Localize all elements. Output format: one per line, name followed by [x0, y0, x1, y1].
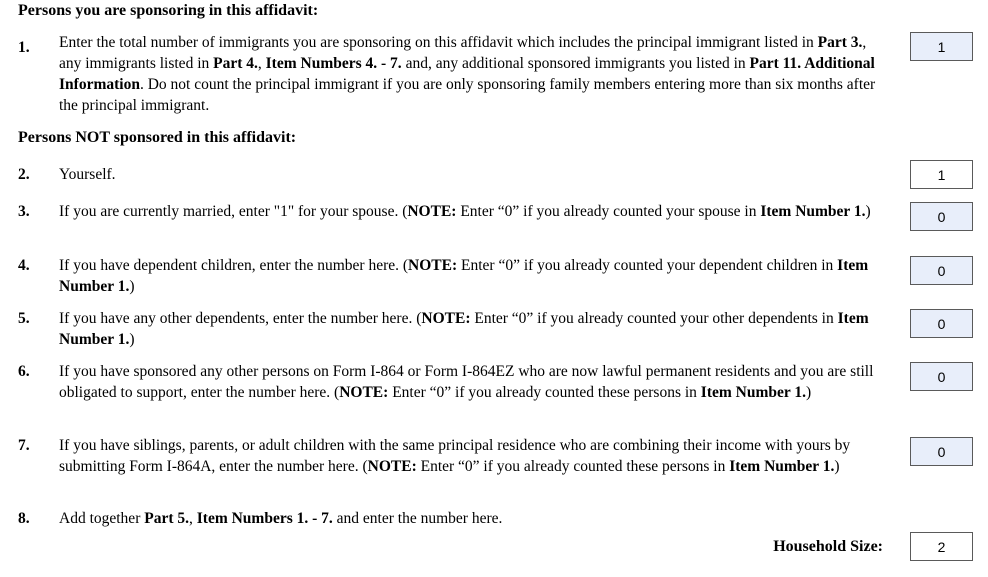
text-run: Enter “0” if you already counted your spouse in — [456, 203, 761, 220]
item-text — [59, 164, 889, 185]
text-run: ) — [805, 384, 812, 401]
item-number: 1. — [18, 39, 30, 56]
text-run: Enter “0” if you already counted your other dependents in — [470, 310, 838, 327]
text-run: Enter “0” if you already counted these persons in — [416, 458, 730, 475]
text-run: ) — [834, 458, 840, 475]
text-run: , any immigrants listed in — [59, 34, 867, 72]
item-text — [59, 32, 889, 116]
text-run: Add together — [59, 510, 145, 527]
bold-reference: Item Numbers 1. - 7. — [196, 510, 333, 527]
item-text — [59, 435, 889, 477]
item-1-input[interactable]: 1 — [910, 32, 973, 61]
bold-reference: Part 4. — [213, 55, 258, 72]
item-text — [59, 308, 889, 350]
bold-reference: Item Number 1. — [59, 257, 869, 295]
text-run: If you have siblings, parents, or adult children with the same principal residence who are combining their income with yours by submitting Form I-864A, enter the number here. ( — [59, 437, 851, 475]
item-text — [59, 508, 889, 529]
heading-sponsored: Persons you are sponsoring in this affidavit: — [18, 2, 319, 19]
text-run: . Do not count the principal immigrant if you are only sponsoring family members entering more than six months after the principal immigrant. — [59, 76, 876, 114]
item-6-input[interactable]: 0 — [910, 362, 973, 391]
bold-reference: Item Number 1. — [760, 203, 866, 220]
bold-reference: Item Numbers 4. - 7. — [265, 55, 402, 72]
text-run: , — [189, 510, 197, 527]
bold-reference: Part 3. — [817, 34, 863, 51]
text-run: Enter “0” if you already counted your dependent children in — [457, 257, 838, 274]
text-run: If you have dependent children, enter the number here. ( — [59, 257, 409, 274]
item-5-input[interactable]: 0 — [910, 309, 973, 338]
bold-reference: Item Number 1. — [729, 458, 835, 475]
text-run: and enter the number here. — [332, 510, 503, 527]
household-size-input[interactable]: 2 — [910, 532, 973, 561]
bold-reference: NOTE: — [407, 203, 457, 220]
text-run: If you have sponsored any other persons on Form I-864 or Form I-864EZ who are now lawful permanent residents and you are still obligated to support, enter the number here. ( — [59, 363, 874, 401]
bold-reference: Part 5. — [144, 510, 189, 527]
text-run: Yourself. — [59, 166, 116, 183]
item-number: 2. — [18, 166, 30, 183]
bold-reference: Item Number 1. — [700, 384, 806, 401]
text-run: Enter the total number of immigrants you are sponsoring on this affidavit which includes the principal immigrant listed in — [59, 34, 818, 51]
text-run: If you have any other dependents, enter the number here. ( — [59, 310, 422, 327]
text-run: ) — [865, 203, 871, 220]
item-3-input[interactable]: 0 — [910, 202, 973, 231]
bold-reference: NOTE: — [367, 458, 417, 475]
bold-reference: Item Number 1. — [59, 310, 869, 348]
item-number: 4. — [18, 257, 30, 274]
text-run: ) — [129, 331, 135, 348]
text-run: If you are currently married, enter "1" for your spouse. ( — [59, 203, 408, 220]
text-run: ) — [129, 278, 135, 295]
text-run: and, any additional sponsored immigrants you listed in — [401, 55, 750, 72]
bold-reference: Part 11. Additional Information — [59, 55, 875, 93]
bold-reference: NOTE: — [408, 257, 458, 274]
item-text — [59, 201, 889, 222]
bold-reference: NOTE: — [421, 310, 471, 327]
text-run: Enter “0” if you already counted these persons in — [388, 384, 701, 401]
item-number: 6. — [18, 363, 30, 380]
item-number: 8. — [18, 510, 30, 527]
heading-not-sponsored: Persons NOT sponsored in this affidavit: — [18, 129, 297, 146]
item-number: 7. — [18, 437, 30, 454]
household-size-label: Household Size: — [773, 538, 883, 555]
item-text — [59, 255, 889, 297]
item-text — [59, 361, 889, 403]
item-4-input[interactable]: 0 — [910, 256, 973, 285]
item-number: 5. — [18, 310, 30, 327]
item-number: 3. — [18, 203, 30, 220]
item-2-input[interactable]: 1 — [910, 160, 973, 189]
item-7-input[interactable]: 0 — [910, 437, 973, 466]
bold-reference: NOTE: — [339, 384, 389, 401]
text-run: , — [257, 55, 266, 72]
